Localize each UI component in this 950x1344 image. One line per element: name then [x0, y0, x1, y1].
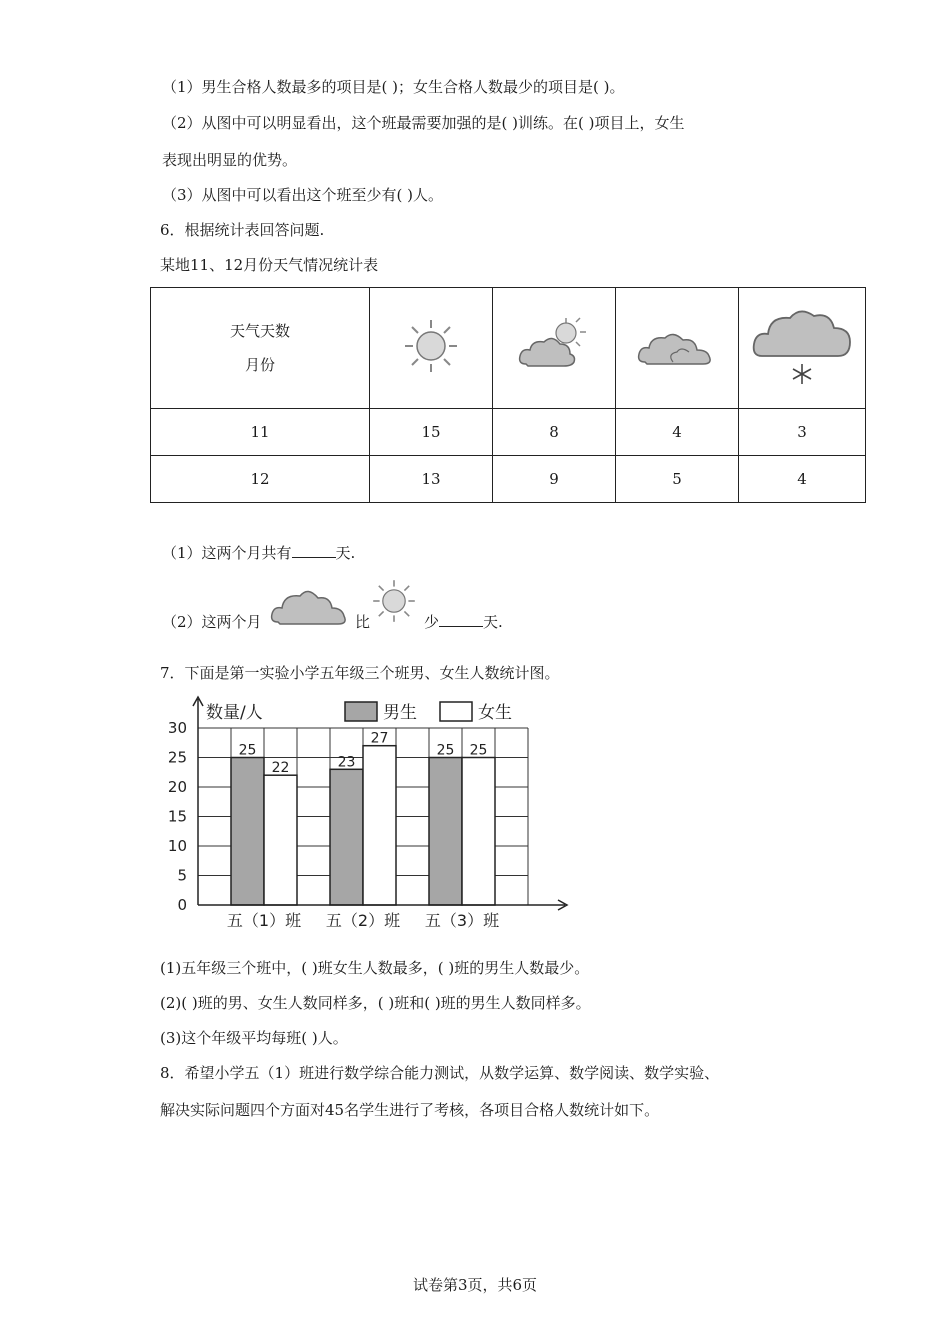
answer-blank[interactable]: [292, 543, 336, 558]
bar-value-label: 25: [238, 742, 257, 759]
legend-label: 女生: [478, 703, 512, 723]
q7-heading: 7．下面是第一实验小学五年级三个班男、女生人数统计图。: [160, 664, 560, 682]
x-category-label: 五（3）班: [424, 911, 500, 930]
y-tick-label: 25: [167, 748, 187, 767]
y-tick-label: 15: [167, 807, 187, 826]
cloudy-cell: [616, 288, 739, 409]
sunny-days-cell: 15: [370, 409, 493, 456]
snow-cell: [739, 288, 866, 409]
month-cell: 12: [151, 456, 370, 503]
sunny-days-cell: 13: [370, 456, 493, 503]
header-weather-days: 天气天数: [229, 322, 290, 340]
q7-sub3: (3)这个年级平均每班( )人。: [160, 1029, 348, 1047]
q6-table-title: 某地11、12月份天气情况统计表: [160, 256, 379, 274]
q6-heading: 6．根据统计表回答问题.: [160, 221, 325, 239]
month-cell: 11: [151, 409, 370, 456]
q8-line2: 解决实际问题四个方面对45名学生进行了考核，各项目合格人数统计如下。: [160, 1101, 660, 1119]
bar-boys: [231, 758, 264, 906]
q5-sub2-line1: （2）从图中可以明显看出，这个班最需要加强的是( )训练。在( )项目上，女生: [162, 114, 685, 132]
q7-sub1: (1)五年级三个班中，( )班女生人数最多，( )班的男生人数最少。: [160, 959, 590, 977]
header-diagonal-cell: [151, 288, 370, 409]
header-labels: [230, 314, 290, 382]
cloudy-icon: [270, 580, 352, 630]
q8-line1: 8．希望小学五（1）班进行数学综合能力测试，从数学运算、数学阅读、数学实验、: [160, 1064, 720, 1082]
x-category-label: 五（2）班: [325, 911, 401, 930]
bar-value-label: 22: [271, 760, 290, 777]
q6-sub2-compare: 比: [355, 613, 371, 631]
q5-sub3: （3）从图中可以看出这个班至少有( )人。: [162, 186, 444, 204]
y-tick-label: 20: [167, 778, 187, 796]
q6-sub2: [162, 612, 262, 632]
header-month: 月份: [244, 356, 275, 374]
q5-sub1: （1）男生合格人数最多的项目是( )；女生合格人数最少的项目是( )。: [162, 78, 625, 96]
weather-table: [150, 287, 866, 503]
class-gender-bar-chart: [160, 695, 580, 935]
bar-value-label: 25: [469, 742, 488, 759]
y-tick-label: 5: [177, 866, 187, 885]
partly-cloudy-days-cell: 8: [493, 409, 616, 456]
q6-sub1: [162, 543, 355, 563]
bar-value-label: 23: [337, 754, 356, 771]
sunny-cell: [370, 288, 493, 409]
q6-sub2-end: [424, 612, 503, 632]
sunny-icon: [401, 316, 461, 376]
partly-cloudy-cell: [493, 288, 616, 409]
bar-girls: [264, 775, 297, 905]
q6-sub2-prefix: （2）这两个月: [162, 613, 262, 631]
q5-sub2-line2: 表现出明显的优势。: [162, 151, 298, 169]
bar-boys: [429, 758, 462, 906]
answer-blank[interactable]: [439, 612, 483, 627]
y-tick-label: 0: [177, 896, 187, 914]
q6-sub1-prefix: （1）这两个月共有: [162, 544, 292, 562]
table-row-11: [151, 409, 866, 456]
sunny-icon: [370, 576, 418, 626]
legend-swatch: [440, 702, 472, 721]
snow-days-cell: 3: [739, 409, 866, 456]
cloudy-icon: [637, 322, 717, 370]
x-category-label: 五（1）班: [226, 911, 302, 930]
page-footer: 试卷第3页，共6页: [412, 1276, 538, 1294]
y-tick-label: 10: [167, 837, 187, 855]
cloudy-days-cell: 5: [616, 456, 739, 503]
bar-girls: [462, 758, 495, 906]
bar-boys: [330, 769, 363, 905]
y-tick-label: 30: [167, 719, 187, 737]
bar-value-label: 27: [370, 730, 389, 747]
snow-days-cell: 4: [739, 456, 866, 503]
table-row-12: [151, 456, 866, 503]
bar-girls: [363, 746, 396, 905]
q6-sub2-days: 天.: [483, 613, 503, 631]
partly-cloudy-icon: [516, 316, 592, 376]
q6-sub1-suffix: 天.: [335, 544, 356, 562]
q7-sub2: (2)( )班的男、女生人数同样多，( )班和( )班的男生人数同样多。: [160, 994, 591, 1012]
legend-label: 男生: [383, 703, 417, 723]
q6-sub2-less: 少: [424, 613, 440, 631]
snow-icon: [750, 300, 854, 392]
legend-swatch: [345, 702, 377, 721]
cloudy-days-cell: 4: [616, 409, 739, 456]
bar-value-label: 25: [436, 742, 455, 759]
y-axis-label: 数量/人: [206, 703, 263, 723]
partly-cloudy-days-cell: 9: [493, 456, 616, 503]
